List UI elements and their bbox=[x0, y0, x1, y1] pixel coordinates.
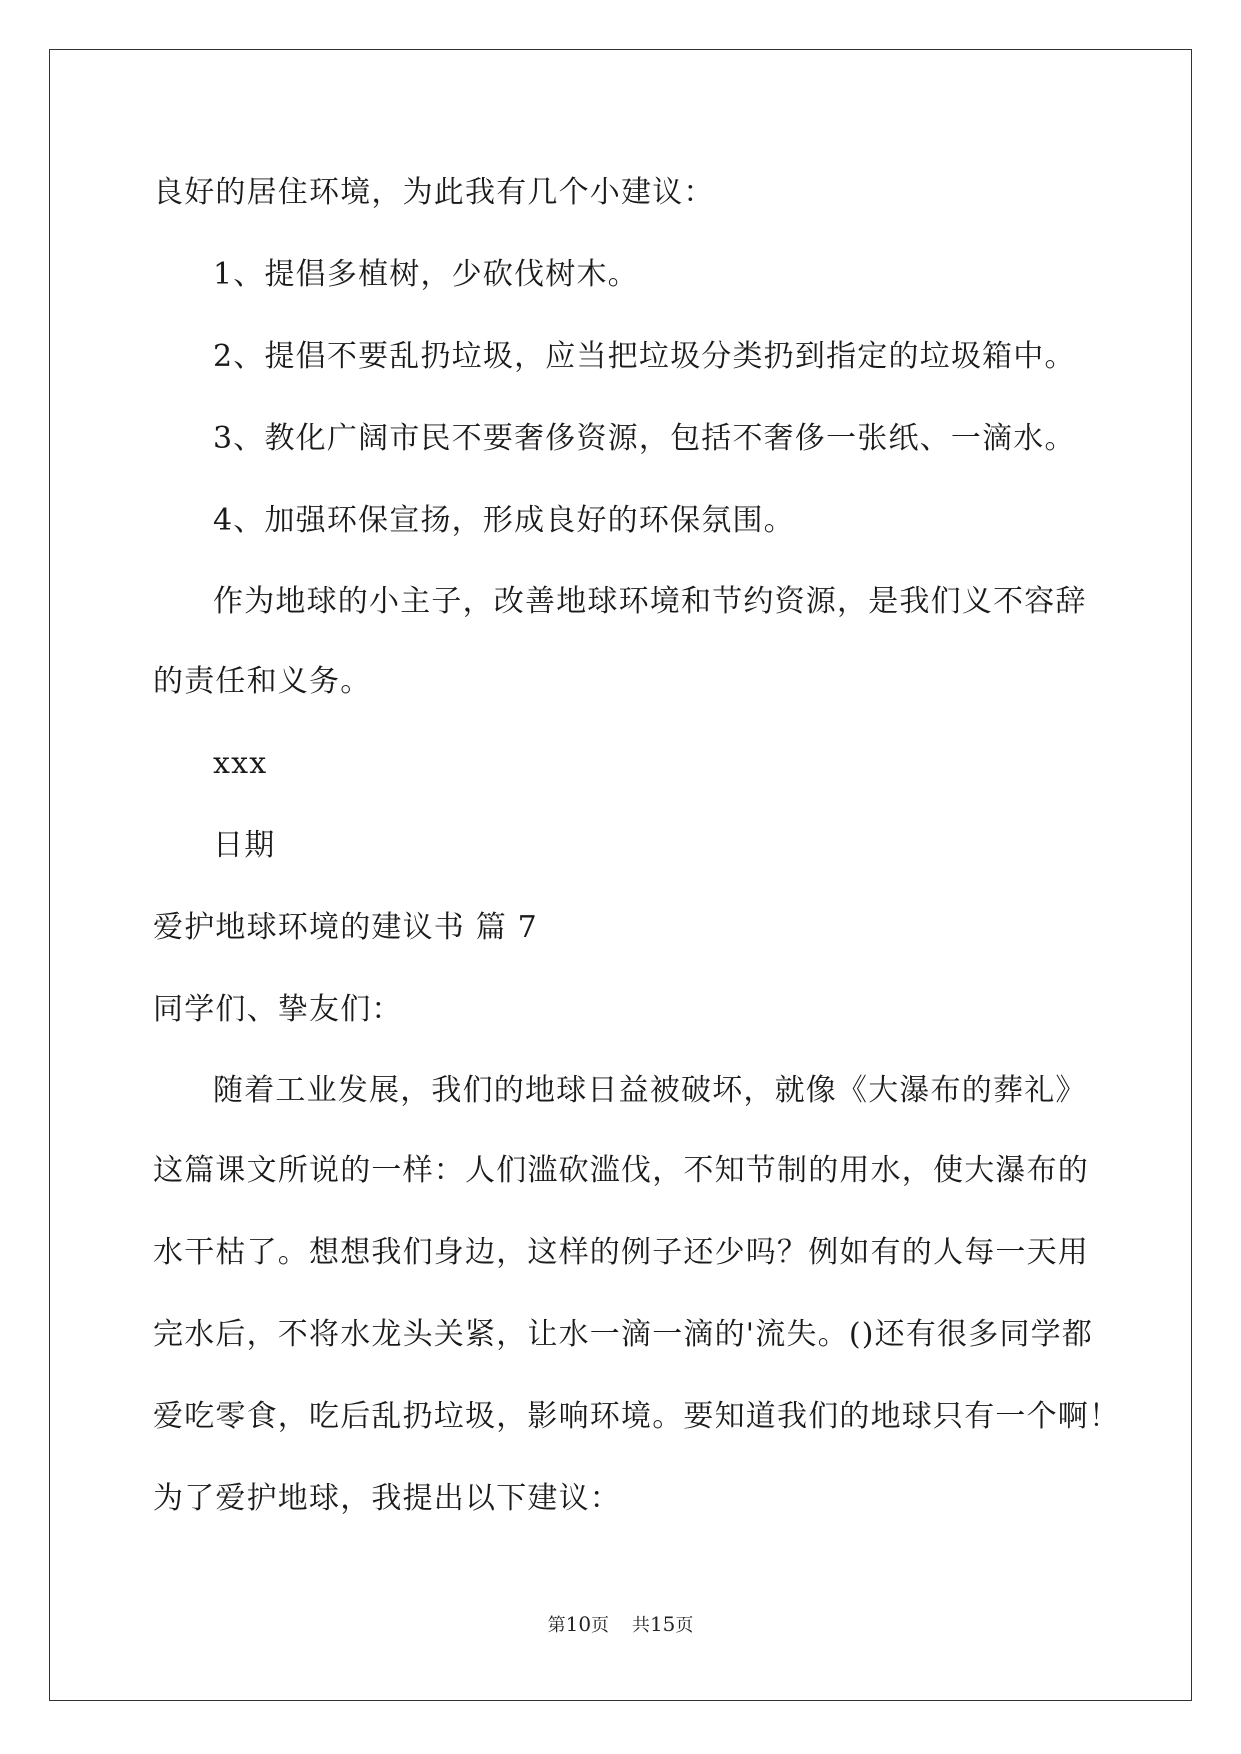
footer-mid: 页 共 bbox=[591, 1615, 650, 1636]
text-line: 这篇课文所说的一样：人们滥砍滥伐，不知节制的用水，使大瀑布的 bbox=[153, 1153, 1089, 1188]
text-line: 为了爱护地球，我提出以下建议： bbox=[153, 1481, 621, 1516]
total-page-number: 15 bbox=[649, 1612, 676, 1636]
text-line: 随着工业发展，我们的地球日益被破坏，就像《大瀑布的葬礼》 bbox=[213, 1073, 1087, 1108]
text-line: 完水后，不将水龙头关紧，让水一滴一滴的'流失。()还有很多同学都 bbox=[153, 1317, 1094, 1352]
text-line: 良好的居住环境，为此我有几个小建议： bbox=[153, 175, 715, 210]
salutation: 同学们、挚友们： bbox=[153, 992, 403, 1027]
text-line: 爱吃零食，吃后乱扔垃圾，影响环境。要知道我们的地球只有一个啊！ bbox=[153, 1399, 1121, 1434]
signature: xxx bbox=[213, 746, 268, 781]
current-page-number: 10 bbox=[565, 1612, 592, 1636]
date-label: 日期 bbox=[213, 828, 276, 863]
suggestion-2: 2、提倡不要乱扔垃圾，应当把垃圾分类扔到指定的垃圾箱中。 bbox=[213, 339, 1076, 374]
section-title: 爱护地球环境的建议书 篇 7 bbox=[153, 910, 538, 945]
page-number-footer bbox=[0, 1612, 1241, 1638]
page-border bbox=[49, 49, 1192, 1701]
suggestion-1: 1、提倡多植树，少砍伐树木。 bbox=[213, 257, 639, 292]
footer-prefix: 第 bbox=[547, 1615, 566, 1636]
text-line: 水干枯了。想想我们身边，这样的例子还少吗？例如有的人每一天用 bbox=[153, 1235, 1089, 1270]
suggestion-4: 4、加强环保宣扬，形成良好的环保氛围。 bbox=[213, 503, 795, 538]
text-line: 的责任和义务。 bbox=[153, 664, 372, 699]
suggestion-3: 3、教化广阔市民不要奢侈资源，包括不奢侈一张纸、一滴水。 bbox=[213, 421, 1076, 456]
text-line: 作为地球的小主子，改善地球环境和节约资源，是我们义不容辞 bbox=[213, 584, 1087, 619]
footer-suffix: 页 bbox=[675, 1615, 694, 1636]
